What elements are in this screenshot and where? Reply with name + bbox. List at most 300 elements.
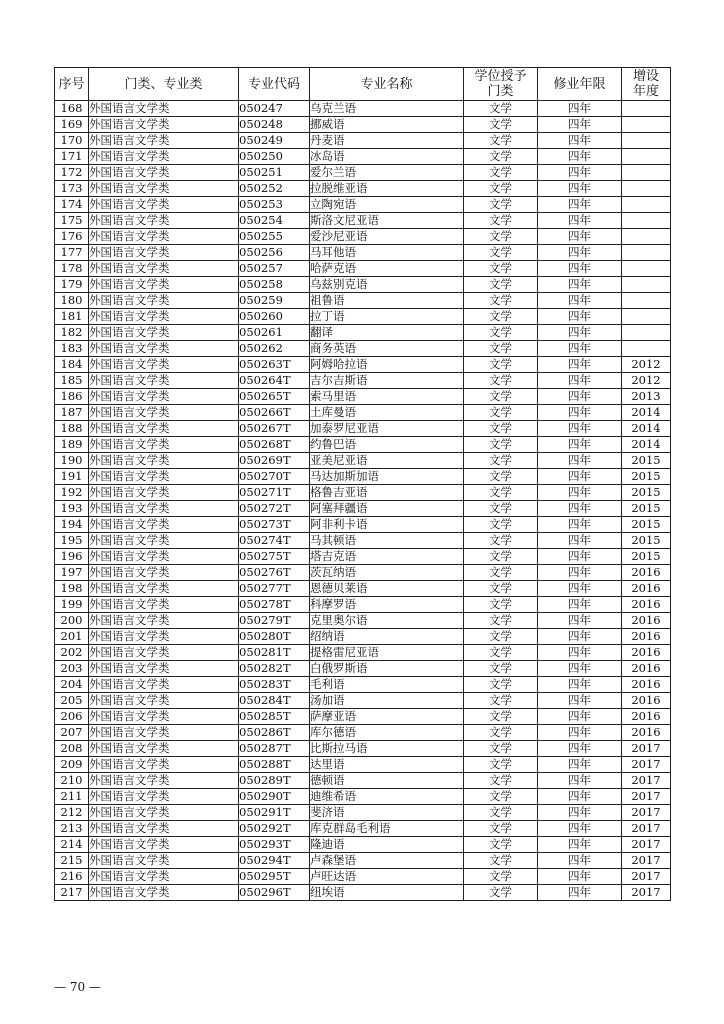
name-cell: 汤加语 [310,693,464,709]
table-row [55,709,671,725]
years-cell: 四年 [538,709,622,725]
years-cell: 四年 [538,565,622,581]
degree-cell: 文学 [464,597,538,613]
years-cell: 四年 [538,117,622,133]
added-year-cell [622,293,671,309]
years-cell: 四年 [538,837,622,853]
category-cell: 外国语言文学类 [89,885,239,901]
table-row [55,853,671,869]
seq-cell: 216 [55,869,89,885]
code-cell: 050281T [239,645,310,661]
added-year-cell: 2016 [622,725,671,741]
code-cell: 050287T [239,741,310,757]
degree-cell: 文学 [464,421,538,437]
code-cell: 050252 [239,181,310,197]
code-cell: 050295T [239,869,310,885]
code-cell: 050272T [239,501,310,517]
code-cell: 050269T [239,453,310,469]
code-cell: 050284T [239,693,310,709]
years-cell: 四年 [538,725,622,741]
seq-cell: 185 [55,373,89,389]
seq-cell: 203 [55,661,89,677]
years-cell: 四年 [538,213,622,229]
code-cell: 050270T [239,469,310,485]
years-cell: 四年 [538,869,622,885]
category-cell: 外国语言文学类 [89,661,239,677]
years-cell: 四年 [538,613,622,629]
table-row [55,437,671,453]
page-number: — 70 — [54,980,101,994]
seq-cell: 189 [55,437,89,453]
category-cell: 外国语言文学类 [89,677,239,693]
seq-cell: 173 [55,181,89,197]
table-row [55,149,671,165]
added-year-cell: 2017 [622,869,671,885]
name-cell: 亚美尼亚语 [310,453,464,469]
table-row [55,533,671,549]
table-row [55,661,671,677]
code-cell: 050268T [239,437,310,453]
category-cell: 外国语言文学类 [89,277,239,293]
code-cell: 050248 [239,117,310,133]
category-cell: 外国语言文学类 [89,229,239,245]
seq-cell: 180 [55,293,89,309]
seq-cell: 169 [55,117,89,133]
code-cell: 050283T [239,677,310,693]
category-cell: 外国语言文学类 [89,773,239,789]
code-cell: 050296T [239,885,310,901]
table-row [55,501,671,517]
table-row [55,613,671,629]
category-cell: 外国语言文学类 [89,245,239,261]
years-cell: 四年 [538,885,622,901]
category-cell: 外国语言文学类 [89,181,239,197]
code-cell: 050277T [239,581,310,597]
category-cell: 外国语言文学类 [89,565,239,581]
code-cell: 050251 [239,165,310,181]
years-cell: 四年 [538,309,622,325]
name-cell: 克里奥尔语 [310,613,464,629]
years-cell: 四年 [538,149,622,165]
added-year-cell [622,181,671,197]
name-cell: 阿姆哈拉语 [310,357,464,373]
added-year-cell [622,213,671,229]
name-cell: 加泰罗尼亚语 [310,421,464,437]
degree-cell: 文学 [464,341,538,357]
degree-cell: 文学 [464,853,538,869]
degree-cell: 文学 [464,725,538,741]
added-year-cell: 2017 [622,773,671,789]
degree-cell: 文学 [464,837,538,853]
category-cell: 外国语言文学类 [89,789,239,805]
seq-cell: 213 [55,821,89,837]
degree-cell: 文学 [464,501,538,517]
seq-cell: 202 [55,645,89,661]
years-cell: 四年 [538,261,622,277]
degree-cell: 文学 [464,405,538,421]
name-cell: 丹麦语 [310,133,464,149]
name-cell: 拉脱维亚语 [310,181,464,197]
category-cell: 外国语言文学类 [89,405,239,421]
degree-cell: 文学 [464,533,538,549]
added-year-cell: 2016 [622,661,671,677]
seq-cell: 190 [55,453,89,469]
table-row [55,565,671,581]
added-year-cell: 2015 [622,549,671,565]
name-cell: 斯洛文尼亚语 [310,213,464,229]
years-cell: 四年 [538,517,622,533]
degree-cell: 文学 [464,629,538,645]
table-row [55,245,671,261]
seq-cell: 178 [55,261,89,277]
name-cell: 拉丁语 [310,309,464,325]
name-cell: 冰岛语 [310,149,464,165]
code-cell: 050259 [239,293,310,309]
seq-cell: 188 [55,421,89,437]
category-cell: 外国语言文学类 [89,533,239,549]
added-year-cell: 2015 [622,533,671,549]
category-cell: 外国语言文学类 [89,581,239,597]
name-cell: 塔吉克语 [310,549,464,565]
category-cell: 外国语言文学类 [89,165,239,181]
code-cell: 050258 [239,277,310,293]
years-cell: 四年 [538,645,622,661]
seq-cell: 200 [55,613,89,629]
years-cell: 四年 [538,389,622,405]
category-cell: 外国语言文学类 [89,101,239,117]
seq-cell: 215 [55,853,89,869]
years-cell: 四年 [538,821,622,837]
category-cell: 外国语言文学类 [89,853,239,869]
added-year-cell: 2017 [622,837,671,853]
name-cell: 隆迪语 [310,837,464,853]
name-cell: 立陶宛语 [310,197,464,213]
added-year-cell [622,277,671,293]
name-cell: 绍纳语 [310,629,464,645]
category-cell: 外国语言文学类 [89,421,239,437]
seq-cell: 168 [55,101,89,117]
degree-cell: 文学 [464,373,538,389]
added-year-cell: 2016 [622,677,671,693]
table-row [55,869,671,885]
name-cell: 马达加斯加语 [310,469,464,485]
seq-cell: 196 [55,549,89,565]
degree-cell: 文学 [464,389,538,405]
code-cell: 050292T [239,821,310,837]
name-cell: 白俄罗斯语 [310,661,464,677]
seq-cell: 175 [55,213,89,229]
category-cell: 外国语言文学类 [89,437,239,453]
seq-cell: 177 [55,245,89,261]
table-row [55,197,671,213]
code-cell: 050253 [239,197,310,213]
category-cell: 外国语言文学类 [89,485,239,501]
name-cell: 吉尔吉斯语 [310,373,464,389]
header-degree: 学位授予 门类 [464,68,538,101]
name-cell: 卢森堡语 [310,853,464,869]
name-cell: 约鲁巴语 [310,437,464,453]
category-cell: 外国语言文学类 [89,357,239,373]
years-cell: 四年 [538,693,622,709]
added-year-cell: 2016 [622,565,671,581]
name-cell: 乌克兰语 [310,101,464,117]
degree-cell: 文学 [464,645,538,661]
name-cell: 阿非利卡语 [310,517,464,533]
code-cell: 050271T [239,485,310,501]
years-cell: 四年 [538,277,622,293]
added-year-cell: 2015 [622,453,671,469]
table-row [55,757,671,773]
table-row [55,741,671,757]
category-cell: 外国语言文学类 [89,341,239,357]
seq-cell: 179 [55,277,89,293]
table-row [55,229,671,245]
code-cell: 050285T [239,709,310,725]
category-cell: 外国语言文学类 [89,309,239,325]
added-year-cell: 2015 [622,501,671,517]
table-row [55,789,671,805]
code-cell: 050286T [239,725,310,741]
seq-cell: 186 [55,389,89,405]
table-row [55,341,671,357]
table-row [55,213,671,229]
added-year-cell [622,309,671,325]
category-cell: 外国语言文学类 [89,133,239,149]
name-cell: 毛利语 [310,677,464,693]
seq-cell: 174 [55,197,89,213]
code-cell: 050282T [239,661,310,677]
seq-cell: 207 [55,725,89,741]
degree-cell: 文学 [464,117,538,133]
seq-cell: 183 [55,341,89,357]
category-cell: 外国语言文学类 [89,373,239,389]
years-cell: 四年 [538,373,622,389]
added-year-cell: 2016 [622,709,671,725]
degree-cell: 文学 [464,741,538,757]
added-year-cell: 2015 [622,469,671,485]
table-row [55,469,671,485]
degree-cell: 文学 [464,133,538,149]
years-cell: 四年 [538,197,622,213]
name-cell: 爱尔兰语 [310,165,464,181]
seq-cell: 209 [55,757,89,773]
code-cell: 050260 [239,309,310,325]
header-category: 门类、专业类 [89,68,239,101]
name-cell: 哈萨克语 [310,261,464,277]
code-cell: 050291T [239,805,310,821]
table-row [55,693,671,709]
seq-cell: 176 [55,229,89,245]
degree-cell: 文学 [464,229,538,245]
category-cell: 外国语言文学类 [89,453,239,469]
degree-cell: 文学 [464,549,538,565]
table-row [55,773,671,789]
seq-cell: 187 [55,405,89,421]
category-cell: 外国语言文学类 [89,741,239,757]
added-year-cell: 2017 [622,757,671,773]
degree-cell: 文学 [464,805,538,821]
category-cell: 外国语言文学类 [89,757,239,773]
code-cell: 050275T [239,549,310,565]
table-row [55,405,671,421]
years-cell: 四年 [538,165,622,181]
added-year-cell: 2016 [622,597,671,613]
years-cell: 四年 [538,757,622,773]
degree-cell: 文学 [464,325,538,341]
table-row [55,101,671,117]
seq-cell: 201 [55,629,89,645]
name-cell: 斐济语 [310,805,464,821]
seq-cell: 192 [55,485,89,501]
years-cell: 四年 [538,325,622,341]
seq-cell: 212 [55,805,89,821]
code-cell: 050294T [239,853,310,869]
degree-cell: 文学 [464,149,538,165]
category-cell: 外国语言文学类 [89,869,239,885]
seq-cell: 172 [55,165,89,181]
added-year-cell: 2017 [622,885,671,901]
seq-cell: 197 [55,565,89,581]
table-row [55,517,671,533]
added-year-cell [622,261,671,277]
table-row [55,629,671,645]
degree-cell: 文学 [464,485,538,501]
table-row [55,453,671,469]
degree-cell: 文学 [464,181,538,197]
degree-cell: 文学 [464,709,538,725]
years-cell: 四年 [538,549,622,565]
table-row [55,485,671,501]
years-cell: 四年 [538,629,622,645]
degree-cell: 文学 [464,309,538,325]
name-cell: 土库曼语 [310,405,464,421]
seq-cell: 210 [55,773,89,789]
category-cell: 外国语言文学类 [89,821,239,837]
table-row [55,373,671,389]
years-cell: 四年 [538,533,622,549]
code-cell: 050250 [239,149,310,165]
seq-cell: 191 [55,469,89,485]
seq-cell: 208 [55,741,89,757]
added-year-cell: 2017 [622,853,671,869]
category-cell: 外国语言文学类 [89,629,239,645]
name-cell: 马耳他语 [310,245,464,261]
seq-cell: 205 [55,693,89,709]
category-cell: 外国语言文学类 [89,213,239,229]
years-cell: 四年 [538,245,622,261]
degree-cell: 文学 [464,293,538,309]
degree-cell: 文学 [464,261,538,277]
years-cell: 四年 [538,501,622,517]
code-cell: 050261 [239,325,310,341]
code-cell: 050279T [239,613,310,629]
code-cell: 050249 [239,133,310,149]
added-year-cell: 2015 [622,517,671,533]
header-seq: 序号 [55,68,89,101]
category-cell: 外国语言文学类 [89,597,239,613]
seq-cell: 171 [55,149,89,165]
degree-cell: 文学 [464,277,538,293]
table-row [55,261,671,277]
table-row [55,645,671,661]
table-row [55,805,671,821]
years-cell: 四年 [538,853,622,869]
seq-cell: 214 [55,837,89,853]
added-year-cell [622,197,671,213]
seq-cell: 194 [55,517,89,533]
table-row [55,133,671,149]
years-cell: 四年 [538,597,622,613]
added-year-cell [622,325,671,341]
added-year-cell: 2017 [622,821,671,837]
degree-cell: 文学 [464,453,538,469]
table-row [55,549,671,565]
header-name: 专业名称 [310,68,464,101]
category-cell: 外国语言文学类 [89,709,239,725]
code-cell: 050247 [239,101,310,117]
table-row [55,725,671,741]
degree-cell: 文学 [464,565,538,581]
code-cell: 050265T [239,389,310,405]
degree-cell: 文学 [464,821,538,837]
table-row [55,309,671,325]
added-year-cell: 2013 [622,389,671,405]
years-cell: 四年 [538,101,622,117]
degree-cell: 文学 [464,357,538,373]
category-cell: 外国语言文学类 [89,613,239,629]
seq-cell: 184 [55,357,89,373]
name-cell: 商务英语 [310,341,464,357]
category-cell: 外国语言文学类 [89,293,239,309]
years-cell: 四年 [538,421,622,437]
code-cell: 050293T [239,837,310,853]
degree-cell: 文学 [464,693,538,709]
header-added-year: 增设 年度 [622,68,671,101]
name-cell: 茨瓦纳语 [310,565,464,581]
table-row [55,117,671,133]
degree-cell: 文学 [464,165,538,181]
seq-cell: 211 [55,789,89,805]
category-cell: 外国语言文学类 [89,197,239,213]
code-cell: 050278T [239,597,310,613]
header-code: 专业代码 [239,68,310,101]
years-cell: 四年 [538,229,622,245]
added-year-cell: 2017 [622,805,671,821]
years-cell: 四年 [538,581,622,597]
category-cell: 外国语言文学类 [89,117,239,133]
added-year-cell [622,245,671,261]
years-cell: 四年 [538,469,622,485]
table-row [55,885,671,901]
table-row [55,165,671,181]
category-cell: 外国语言文学类 [89,725,239,741]
table-row [55,421,671,437]
category-cell: 外国语言文学类 [89,549,239,565]
degree-cell: 文学 [464,517,538,533]
degree-cell: 文学 [464,581,538,597]
table-row [55,325,671,341]
name-cell: 挪威语 [310,117,464,133]
category-cell: 外国语言文学类 [89,501,239,517]
years-cell: 四年 [538,405,622,421]
name-cell: 库尔德语 [310,725,464,741]
code-cell: 050254 [239,213,310,229]
added-year-cell: 2014 [622,421,671,437]
code-cell: 050257 [239,261,310,277]
name-cell: 达里语 [310,757,464,773]
table-row [55,821,671,837]
category-cell: 外国语言文学类 [89,693,239,709]
